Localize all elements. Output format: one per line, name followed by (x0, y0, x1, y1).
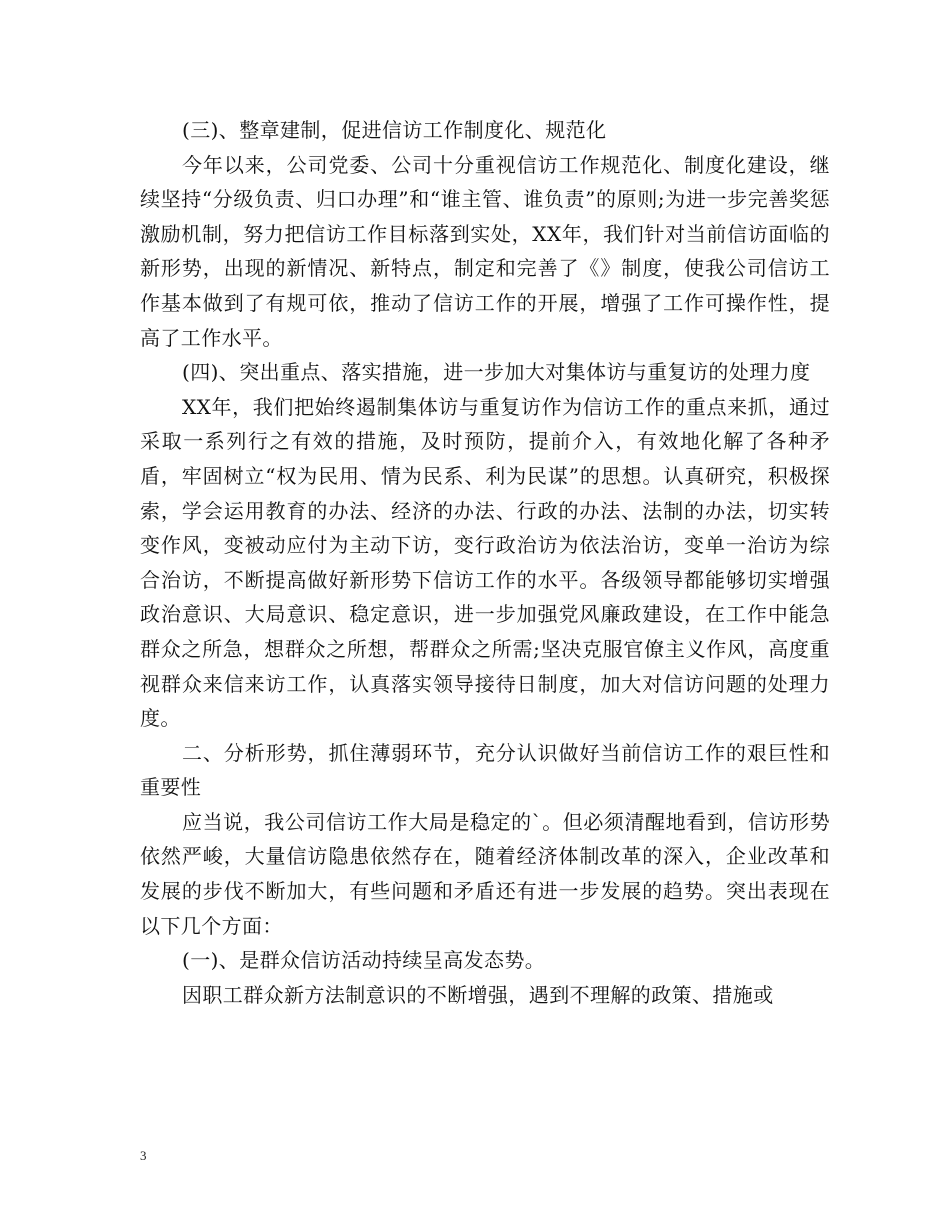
chapter-heading-2: 二、分析形势，抓住薄弱环节，充分认识做好当前信访工作的艰巨性和重要性 (140, 740, 830, 800)
section-heading-1: (一)、是群众信访活动持续呈高发态势。 (182, 948, 546, 973)
page-number: 3 (140, 1148, 147, 1163)
body-paragraph: 今年以来，公司党委、公司十分重视信访工作规范化、制度化建设，继续坚持“分级负责、归口办理”和“谁主管、谁负责”的原则;为进一步完善奖惩激励机制，努力把信访工作目标落到实处，XX年，我们针对当前信访面临的新形势，出现的新情况、新特点，制定和完善了《》制度，使我公司信访工作基本做到了有规可依，推动了信访工作的开展，增强了工作可操作性，提高了工作水平。 (140, 152, 830, 350)
section-heading-3: (三)、整章建制，促进信访工作制度化、规范化 (182, 118, 607, 142)
section-heading-4: (四)、突出重点、落实措施，进一步加大对集体访与重复访的处理力度 (182, 360, 811, 385)
body-paragraph: 应当说，我公司信访工作大局是稳定的`。但必须清醒地看到，信访形势依然严峻，大量信访隐患依然存在，随着经济体制改革的深入，企业改革和发展的步伐不断加大，有些问题和矛盾还有进一步发展的趋势。突出表现在以下几个方面： (140, 809, 830, 938)
body-paragraph: 因职工群众新方法制意识的不断增强，遇到不理解的政策、措施或 (182, 982, 774, 1007)
document-body (140, 113, 830, 1012)
body-paragraph: XX年，我们把始终遏制集体访与重复访作为信访工作的重点来抓，通过采取一系列行之有效的措施，及时预防，提前介入，有效地化解了各种矛盾，牢固树立“权为民用、情为民系、利为民谋”的思想。认真研究，积极探索，学会运用教育的办法、经济的办法、行政的办法、法制的办法，切实转变作风，变被动应付为主动下访，变行政治访为依法治访，变单一治访为综合治访，不断提高做好新形势下信访工作的水平。各级领导都能够切实增强政治意识、大局意识、稳定意识，进一步加强党风廉政建设，在工作中能急群众之所急，想群众之所想，帮群众之所需;坚决克服官僚主义作风，高度重视群众来信来访工作，认真落实领导接待日制度，加大对信访问题的处理力度。 (140, 394, 830, 731)
